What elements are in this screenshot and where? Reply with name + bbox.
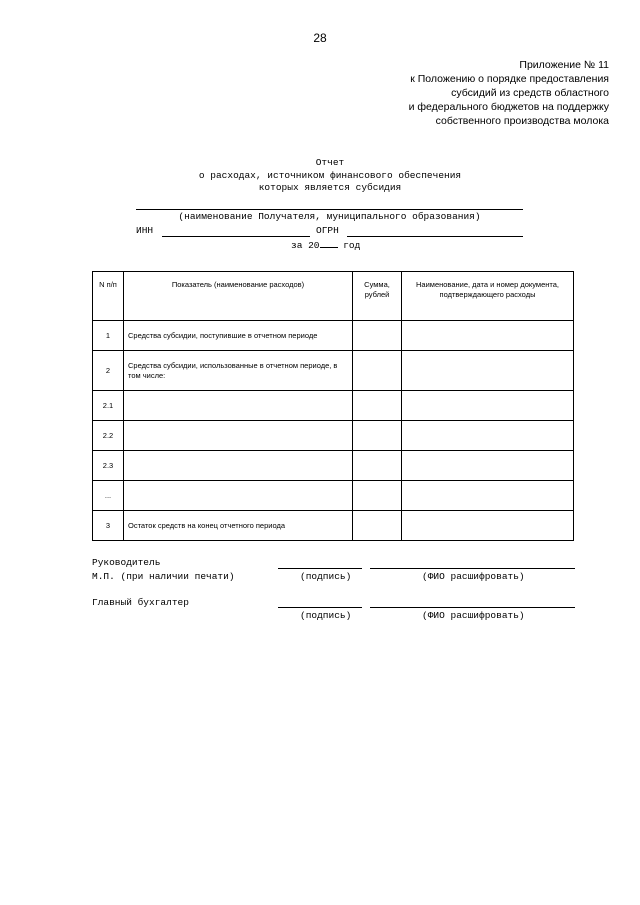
- accountant-signature-caption: (подпись): [300, 610, 352, 621]
- accountant-name-field[interactable]: [370, 607, 575, 608]
- table-row: [93, 321, 574, 351]
- table-row: [93, 451, 574, 481]
- row-document-cell[interactable]: [402, 511, 574, 541]
- year-suffix: год: [343, 240, 361, 251]
- ogrn-label: ОГРН: [316, 225, 339, 236]
- row-document-cell[interactable]: [402, 351, 574, 391]
- row-number: 2.2: [93, 421, 124, 451]
- accountant-signature-field[interactable]: [278, 607, 362, 608]
- row-number: 3: [93, 511, 124, 541]
- column-header-sum: Сумма, рублей: [353, 272, 402, 321]
- year-prefix: за 20: [291, 240, 320, 251]
- column-header-document: Наименование, дата и номер документа, подтверждающего расходы: [402, 272, 574, 321]
- row-indicator: Средства субсидии, поступившие в отчетном периоде: [124, 321, 353, 351]
- row-number: 2.3: [93, 451, 124, 481]
- appendix-line: к Положению о порядке предоставления: [410, 73, 609, 85]
- row-document-cell[interactable]: [402, 321, 574, 351]
- recipient-caption: (наименование Получателя, муниципального образования): [178, 211, 481, 222]
- report-title-line: которых является субсидия: [258, 182, 402, 193]
- row-indicator[interactable]: [124, 421, 353, 451]
- table-row: [93, 511, 574, 541]
- table-row: [93, 391, 574, 421]
- report-title-line: Отчет: [315, 157, 345, 168]
- row-number: 2: [93, 351, 124, 391]
- row-sum-cell[interactable]: [353, 351, 402, 391]
- head-label: Руководитель: [92, 557, 161, 568]
- table-row: [93, 481, 574, 511]
- appendix-line: субсидий из средств областного: [451, 87, 609, 99]
- row-sum-cell[interactable]: [353, 421, 402, 451]
- row-indicator: Остаток средств на конец отчетного периода: [124, 511, 353, 541]
- row-document-cell[interactable]: [402, 481, 574, 511]
- report-year-row: [291, 238, 360, 251]
- head-name-field[interactable]: [370, 568, 575, 569]
- row-indicator[interactable]: [124, 451, 353, 481]
- column-header-number: N п/п: [93, 272, 124, 321]
- head-name-caption: (ФИО расшифровать): [422, 571, 525, 582]
- row-document-cell[interactable]: [402, 391, 574, 421]
- page-number: 28: [313, 31, 327, 45]
- year-field[interactable]: [320, 238, 338, 248]
- head-signature-field[interactable]: [278, 568, 362, 569]
- inn-label: ИНН: [136, 225, 154, 236]
- accountant-name-caption: (ФИО расшифровать): [422, 610, 525, 621]
- appendix-line: Приложение № 11: [519, 59, 609, 71]
- appendix-header: [289, 58, 609, 128]
- row-sum-cell[interactable]: [353, 321, 402, 351]
- inn-field[interactable]: [162, 236, 310, 237]
- appendix-line: собственного производства молока: [435, 115, 609, 127]
- row-indicator[interactable]: [124, 481, 353, 511]
- row-number: 2.1: [93, 391, 124, 421]
- table-row: [93, 421, 574, 451]
- expense-table: [92, 271, 574, 541]
- row-sum-cell[interactable]: [353, 391, 402, 421]
- inn-ogrn-row: [136, 225, 526, 239]
- table-header-row: [93, 272, 574, 321]
- stamp-label: М.П. (при наличии печати): [92, 571, 235, 582]
- report-title: [0, 157, 640, 195]
- row-indicator[interactable]: [124, 391, 353, 421]
- row-number: 1: [93, 321, 124, 351]
- row-sum-cell[interactable]: [353, 451, 402, 481]
- row-indicator: Средства субсидии, использованные в отчетном периоде, в том числе:: [124, 351, 353, 391]
- ogrn-field[interactable]: [347, 236, 523, 237]
- head-signature-caption: (подпись): [300, 571, 352, 582]
- row-document-cell[interactable]: [402, 451, 574, 481]
- row-number: ...: [93, 481, 124, 511]
- report-title-line: о расходах, источником финансового обеспечения: [198, 169, 462, 181]
- row-sum-cell[interactable]: [353, 511, 402, 541]
- row-sum-cell[interactable]: [353, 481, 402, 511]
- recipient-name-field[interactable]: [136, 209, 523, 210]
- row-document-cell[interactable]: [402, 421, 574, 451]
- table-row: [93, 351, 574, 391]
- appendix-line: и федерального бюджетов на поддержку: [408, 101, 609, 113]
- column-header-indicator: Показатель (наименование расходов): [124, 272, 353, 321]
- accountant-label: Главный бухгалтер: [92, 597, 189, 608]
